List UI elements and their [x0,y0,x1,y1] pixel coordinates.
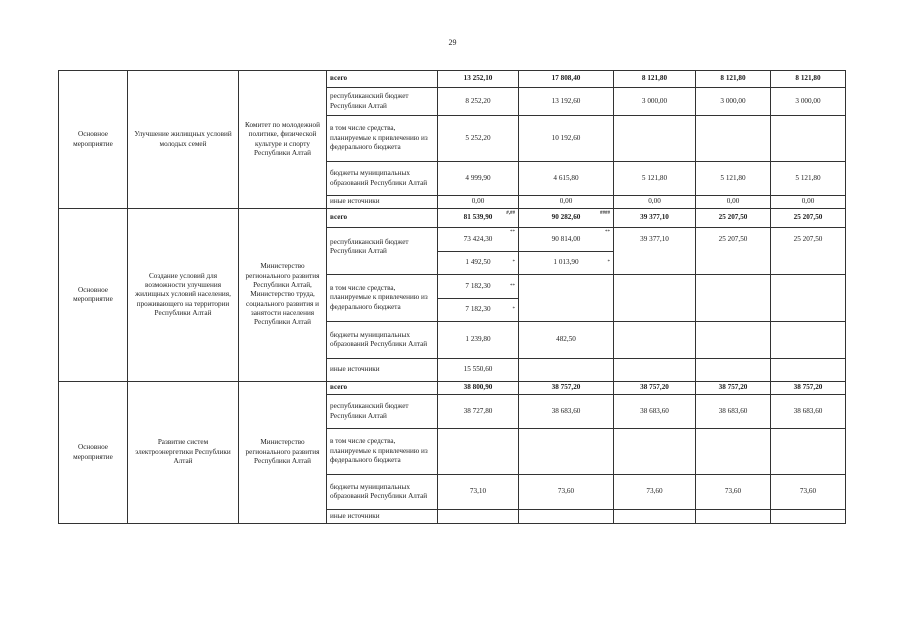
value-cell: 4 615,80 [519,162,614,196]
value-cell: 17 808,40 [519,71,614,88]
value-cell: 8 121,80 [696,71,771,88]
value-cell [696,116,771,162]
measure-type: Основное мероприятие [59,382,128,524]
value-cell: 38 757,20 [771,382,846,395]
value-cell: 73,10 [438,475,519,510]
value-cell: 5 121,80 [614,162,696,196]
value-text: 73 424,30 [463,234,493,243]
value-cell: 5 252,20 [438,116,519,162]
value-cell: 3 000,00 [696,88,771,116]
source-label: в том числе средства, планируемые к привлечению из федерального бюджета [327,429,438,475]
value-cell: 38 727,80 [438,395,519,429]
value-cell: 38 683,60 [771,395,846,429]
budget-table [58,70,846,524]
value-cell: 25 207,50 [696,209,771,228]
measure-type: Основное мероприятие [59,71,128,209]
source-label: в том числе средства, планируемые к привлечению из федерального бюджета [327,116,438,162]
footnote-mark: * [607,259,610,265]
source-label-total: всего [327,71,438,88]
value-cell: 13 192,60 [519,88,614,116]
source-label: иные источники [327,196,438,209]
value-cell [438,429,519,475]
value-cell [519,359,614,382]
page-number: 29 [448,38,457,47]
source-label-total: всего [327,382,438,395]
source-label: республиканский бюджет Республики Алтай [327,228,438,275]
value-cell [438,275,519,299]
source-label: бюджеты муниципальных образований Республики Алтай [327,475,438,510]
value-cell [438,252,519,275]
value-cell: 1 239,80 [438,322,519,359]
source-label-total: всего [327,209,438,228]
source-label: в том числе средства, планируемые к привлечению из федерального бюджета [327,275,438,322]
value-cell: 25 207,50 [771,209,846,228]
value-cell [519,275,614,322]
value-cell [614,116,696,162]
value-cell [438,209,519,228]
value-cell [519,228,614,252]
value-cell [519,209,614,228]
footnote-mark: ** [605,230,610,235]
value-text: 1 013,90 [553,258,579,267]
footnote-mark: * [512,259,515,265]
footnote-mark: ** [510,283,515,289]
value-cell [696,322,771,359]
executor: Министерство регионального развития Республики Алтай, Министерство труда, социального развития и занятости населения Республики Алтай [239,209,327,382]
value-cell [614,429,696,475]
value-text: 81 539,90 [463,213,493,222]
value-cell: 38 800,90 [438,382,519,395]
value-cell [771,429,846,475]
value-cell [519,252,614,275]
value-cell: 8 252,20 [438,88,519,116]
value-cell [438,510,519,524]
value-cell [614,322,696,359]
value-cell: 38 757,20 [614,382,696,395]
source-label: бюджеты муниципальных образований Республики Алтай [327,322,438,359]
value-text: 7 182,30 [465,305,491,314]
value-cell: 38 683,60 [696,395,771,429]
footnote-mark: #,## [506,211,515,216]
value-cell: 3 000,00 [771,88,846,116]
measure-name: Развитие систем электроэнергетики Республики Алтай [128,382,239,524]
source-label: иные источники [327,510,438,524]
table-row [59,382,846,395]
source-label: республиканский бюджет Республики Алтай [327,395,438,429]
value-cell [771,322,846,359]
value-cell [614,275,696,322]
value-cell [519,510,614,524]
value-cell [614,359,696,382]
value-cell [771,275,846,322]
value-cell [614,510,696,524]
table-row [59,209,846,228]
value-cell [438,228,519,252]
value-cell: 38 757,20 [696,382,771,395]
value-cell: 0,00 [438,196,519,209]
value-cell: 0,00 [614,196,696,209]
value-cell [696,359,771,382]
value-cell: 73,60 [614,475,696,510]
value-text: 90 282,60 [551,213,581,222]
value-cell: 8 121,80 [614,71,696,88]
value-cell [696,510,771,524]
measure-type: Основное мероприятие [59,209,128,382]
value-cell: 5 121,80 [696,162,771,196]
value-cell: 10 192,60 [519,116,614,162]
source-label: бюджеты муниципальных образований Республики Алтай [327,162,438,196]
value-cell: 38 683,60 [614,395,696,429]
table-row [59,71,846,88]
value-cell: 39 377,10 [614,228,696,275]
value-cell [519,429,614,475]
value-cell: 0,00 [519,196,614,209]
value-cell [696,275,771,322]
source-label: иные источники [327,359,438,382]
footnote-mark: ** [510,230,515,235]
value-cell: 0,00 [771,196,846,209]
measure-name: Создание условий для возможности улучшения жилищных условий населения, проживающего на территории Республики Алтай [128,209,239,382]
value-cell: 73,60 [519,475,614,510]
value-text: 90 814,00 [551,234,581,243]
value-cell: 38 757,20 [519,382,614,395]
value-cell [696,429,771,475]
executor: Министерство регионального развития Республики Алтай [239,382,327,524]
value-cell: 5 121,80 [771,162,846,196]
executor: Комитет по молодежной политике, физической культуре и спорту Республики Алтай [239,71,327,209]
value-cell: 25 207,50 [696,228,771,275]
value-cell: 73,60 [771,475,846,510]
measure-name: Улучшение жилищных условий молодых семей [128,71,239,209]
value-cell: 73,60 [696,475,771,510]
value-cell: 8 121,80 [771,71,846,88]
value-cell: 4 999,90 [438,162,519,196]
value-text: 1 492,50 [465,258,491,267]
value-cell: 0,00 [696,196,771,209]
value-cell [771,359,846,382]
value-cell [438,299,519,322]
value-cell [771,116,846,162]
footnote-mark: * [512,306,515,312]
value-text: 7 182,30 [465,281,491,290]
value-cell: 3 000,00 [614,88,696,116]
value-cell: 13 252,10 [438,71,519,88]
value-cell: 482,50 [519,322,614,359]
footnote-mark: #### [600,211,610,216]
value-cell: 39 377,10 [614,209,696,228]
value-cell: 38 683,60 [519,395,614,429]
source-label: республиканский бюджет Республики Алтай [327,88,438,116]
value-cell [771,510,846,524]
value-cell: 15 550,60 [438,359,519,382]
value-cell: 25 207,50 [771,228,846,275]
